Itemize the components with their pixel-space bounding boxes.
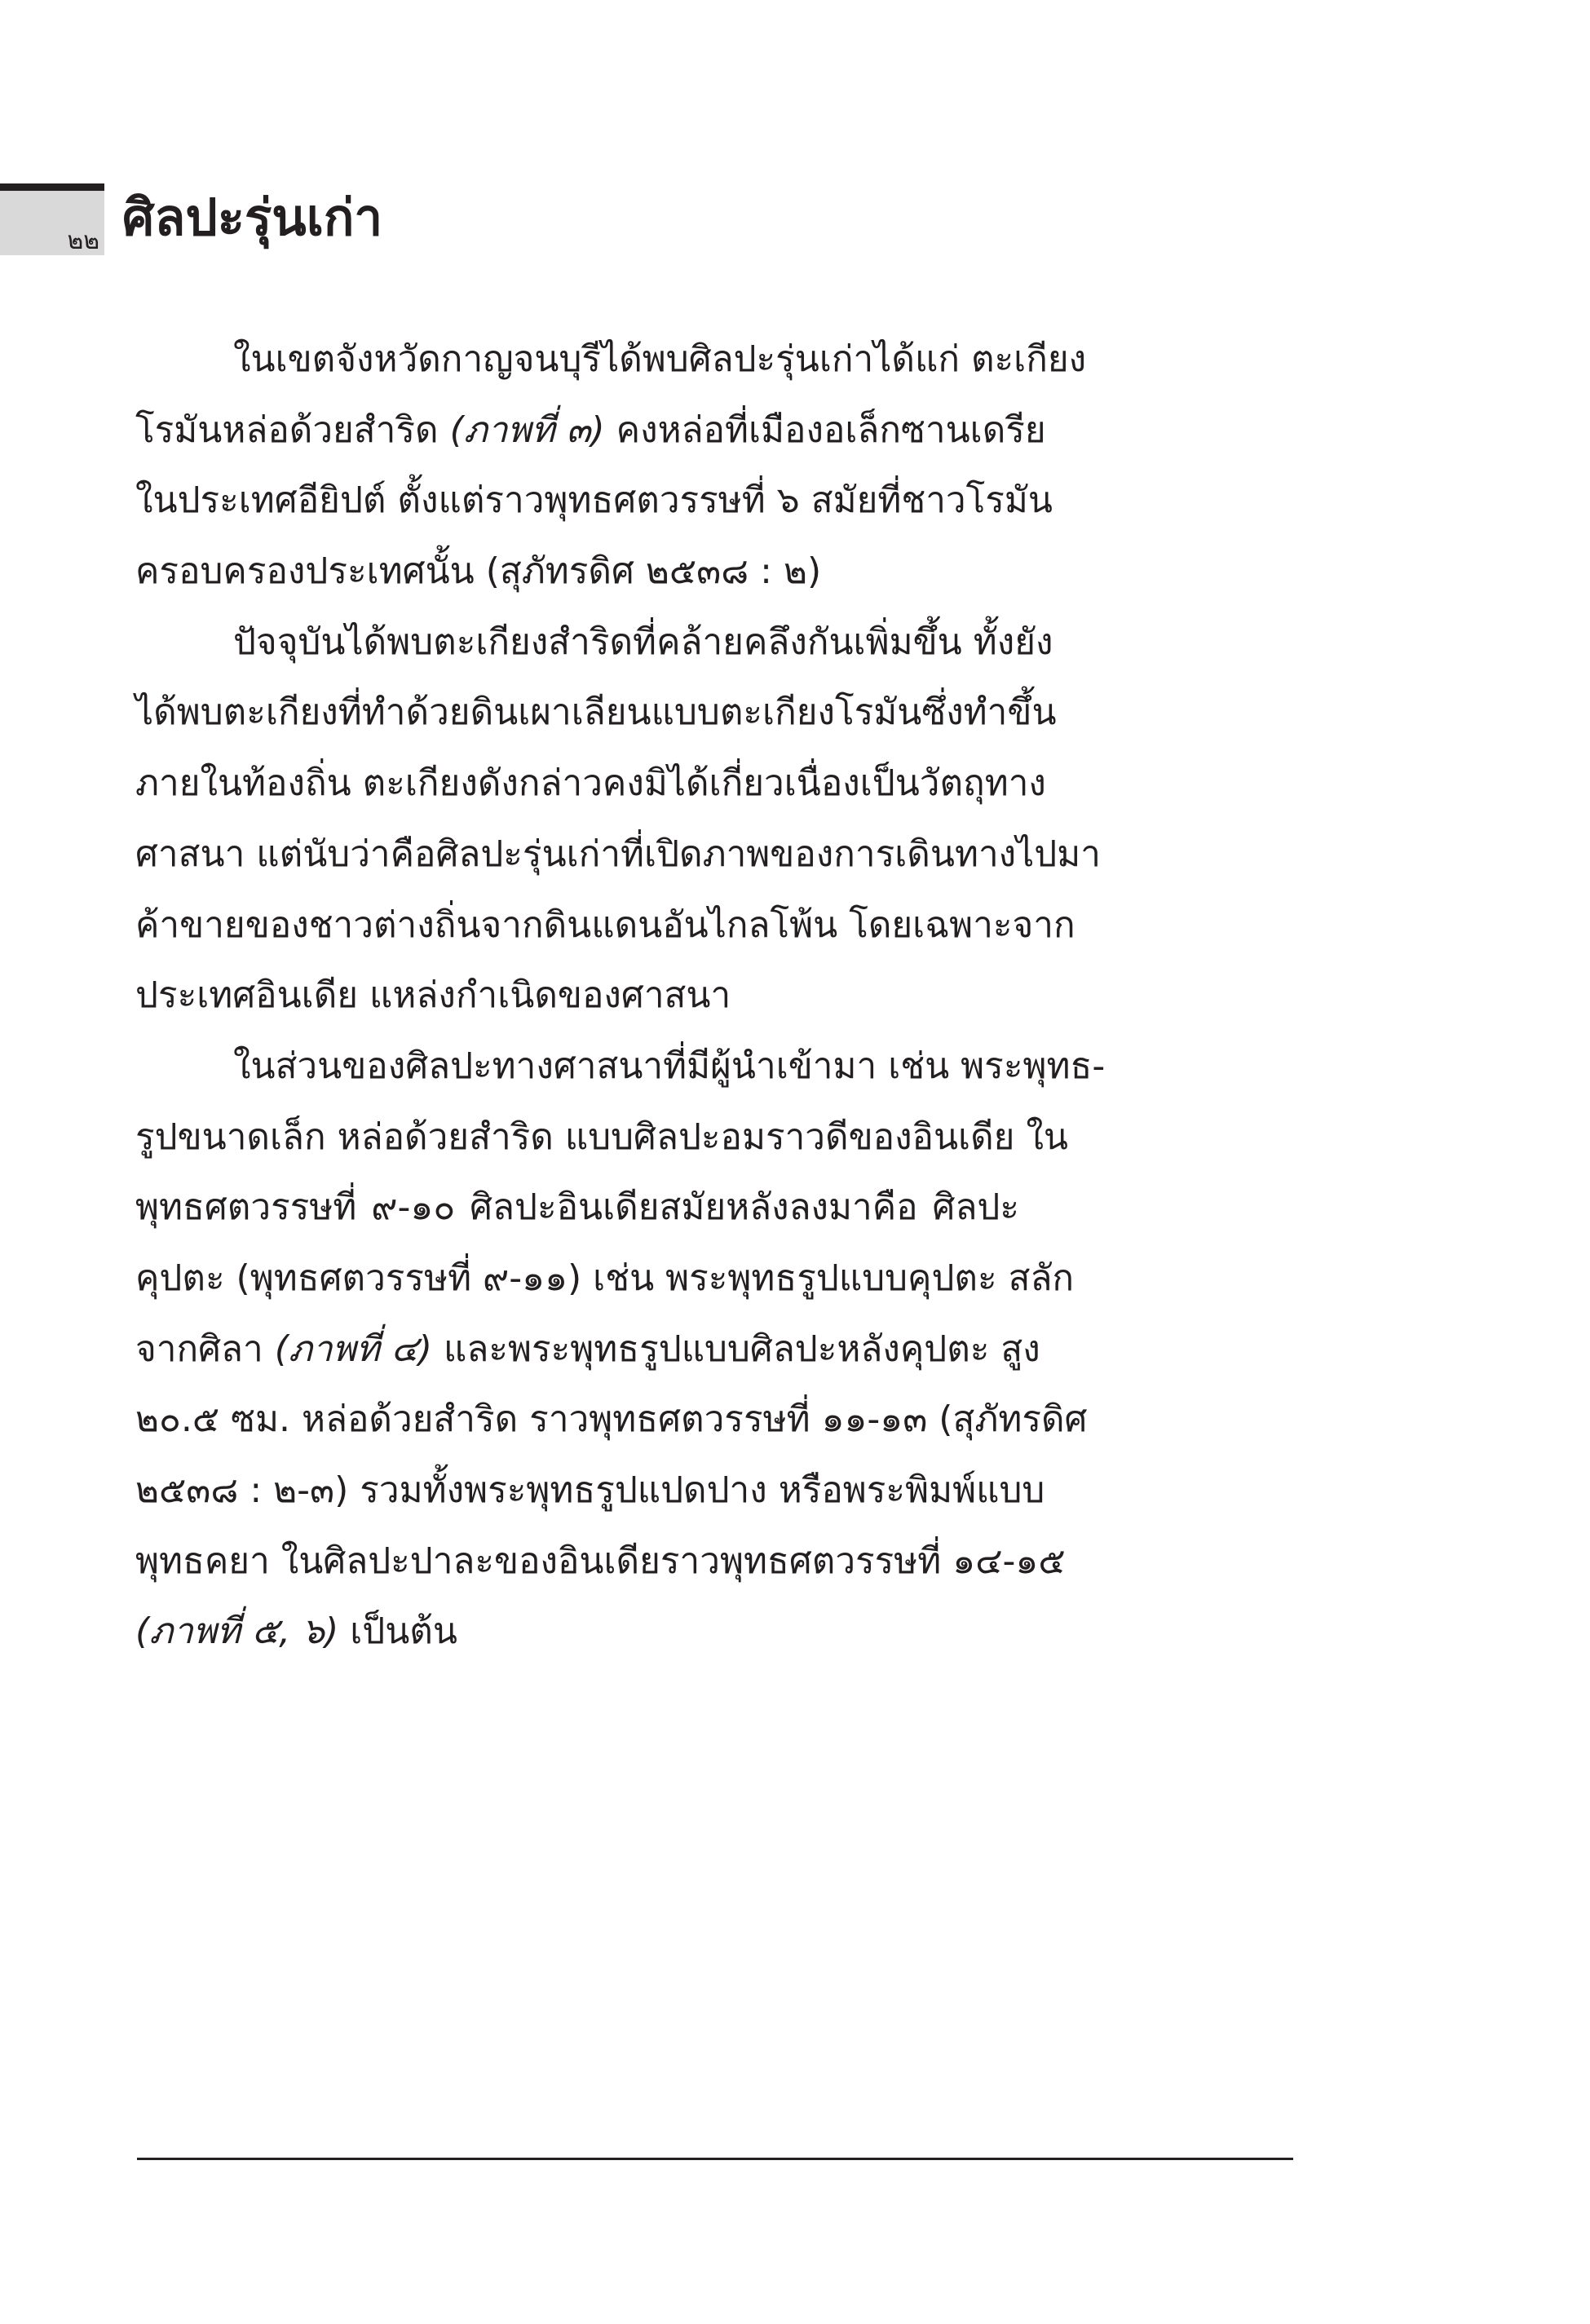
section-title: ศิลปะรุ่นเก่า [122,188,383,247]
footer-rule [137,2158,1293,2160]
page-number: ๒๒ [67,227,99,255]
figure-reference: (ภาพที่ ๕, ๖) [135,1610,339,1653]
text-segment: ในเขตจังหวัดกาญจนบุรีได้พบศิลปะรุ่นเก่าได้แก่ ตะเกียง [233,338,1087,380]
text-segment: พุทธศตวรรษที่ ๙-๑๐ ศิลปะอินเดียสมัยหลังลงมาคือ ศิลปะ [135,1186,1019,1229]
text-line [135,608,1053,678]
text-line [135,1314,1040,1385]
text-segment: ในประเทศอียิปต์ ตั้งแต่ราวพุทธศตวรรษที่ ๖ สมัยที่ชาวโรมัน [135,479,1053,522]
text-segment: ได้พบตะเกียงที่ทำด้วยดินเผาเลียนแบบตะเกียงโรมันซึ่งทำขึ้น [135,691,1057,734]
text-segment: และพระพุทธรูปแบบศิลปะหลังคุปตะ สูง [432,1328,1040,1370]
text-segment: คุปตะ (พุทธศตวรรษที่ ๙-๑๑) เช่น พระพุทธรูปแบบคุปตะ สลัก [135,1257,1075,1299]
text-segment: คงหล่อที่เมืองอเล็กซานเดรีย [604,409,1046,451]
text-segment: ศาสนา แต่นับว่าคือศิลปะรุ่นเก่าที่เปิดภาพของการเดินทางไปมา [135,833,1101,875]
text-line [135,890,1075,961]
text-segment: รูปขนาดเล็ก หล่อด้วยสำริด แบบศิลปะอมราวดีของอินเดีย ใน [135,1116,1068,1158]
text-line [135,1102,1068,1173]
text-segment: ในส่วนของศิลปะทางศาสนาที่มีผู้นำเข้ามา เช่น พระพุทธ- [233,1045,1106,1087]
text-segment: จากศิลา [135,1328,275,1370]
text-segment: โรมันหล่อด้วยสำริด [135,409,450,451]
text-line [135,395,1046,466]
body-text [135,325,1106,1668]
text-line [135,1173,1019,1244]
text-line [135,749,1046,820]
text-line [135,1597,1019,1668]
text-segment: ๒๕๓๘ : ๒-๓) รวมทั้งพระพุทธรูปแปดปาง หรือพระพิมพ์แบบ [135,1469,1045,1511]
text-segment: ครอบครองประเทศนั้น (สุภัทรดิศ ๒๕๓๘ : ๒) [135,550,822,593]
text-segment: พุทธคยา ในศิลปะปาละของอินเดียราวพุทธศตวรรษที่ ๑๔-๑๕ [135,1540,1066,1582]
text-segment: เป็นต้น [338,1610,457,1653]
figure-reference: (ภาพที่ ๔) [274,1328,433,1370]
text-line [135,820,1101,890]
text-line [135,1385,1088,1456]
page-number-tab [0,183,104,255]
text-segment: ค้าขายของชาวต่างถิ่นจากดินแดนอันไกลโพ้น โดยเฉพาะจาก [135,904,1075,946]
text-line [135,1456,1045,1527]
text-line [135,1244,1075,1314]
text-segment: ภายในท้องถิ่น ตะเกียงดังกล่าวคงมิได้เกี่ยวเนื่องเป็นวัตถุทาง [135,762,1046,805]
text-line [135,537,1019,608]
text-line [135,325,1087,395]
text-line [135,1032,1106,1102]
text-segment: ประเทศอินเดีย แหล่งกำเนิดของศาสนา [135,974,731,1017]
figure-reference: (ภาพที่ ๓) [449,409,605,451]
text-line [135,961,1019,1032]
text-segment: ๒๐.๕ ซม. หล่อด้วยสำริด ราวพุทธศตวรรษที่ ๑๑-๑๓ (สุภัทรดิศ [135,1398,1088,1441]
tab-top-bar [0,183,104,191]
text-line [135,466,1053,537]
text-line [135,1527,1066,1597]
text-segment: ปัจจุบันได้พบตะเกียงสำริดที่คล้ายคลึงกันเพิ่มขึ้น ทั้งยัง [233,621,1053,663]
text-line [135,678,1057,749]
